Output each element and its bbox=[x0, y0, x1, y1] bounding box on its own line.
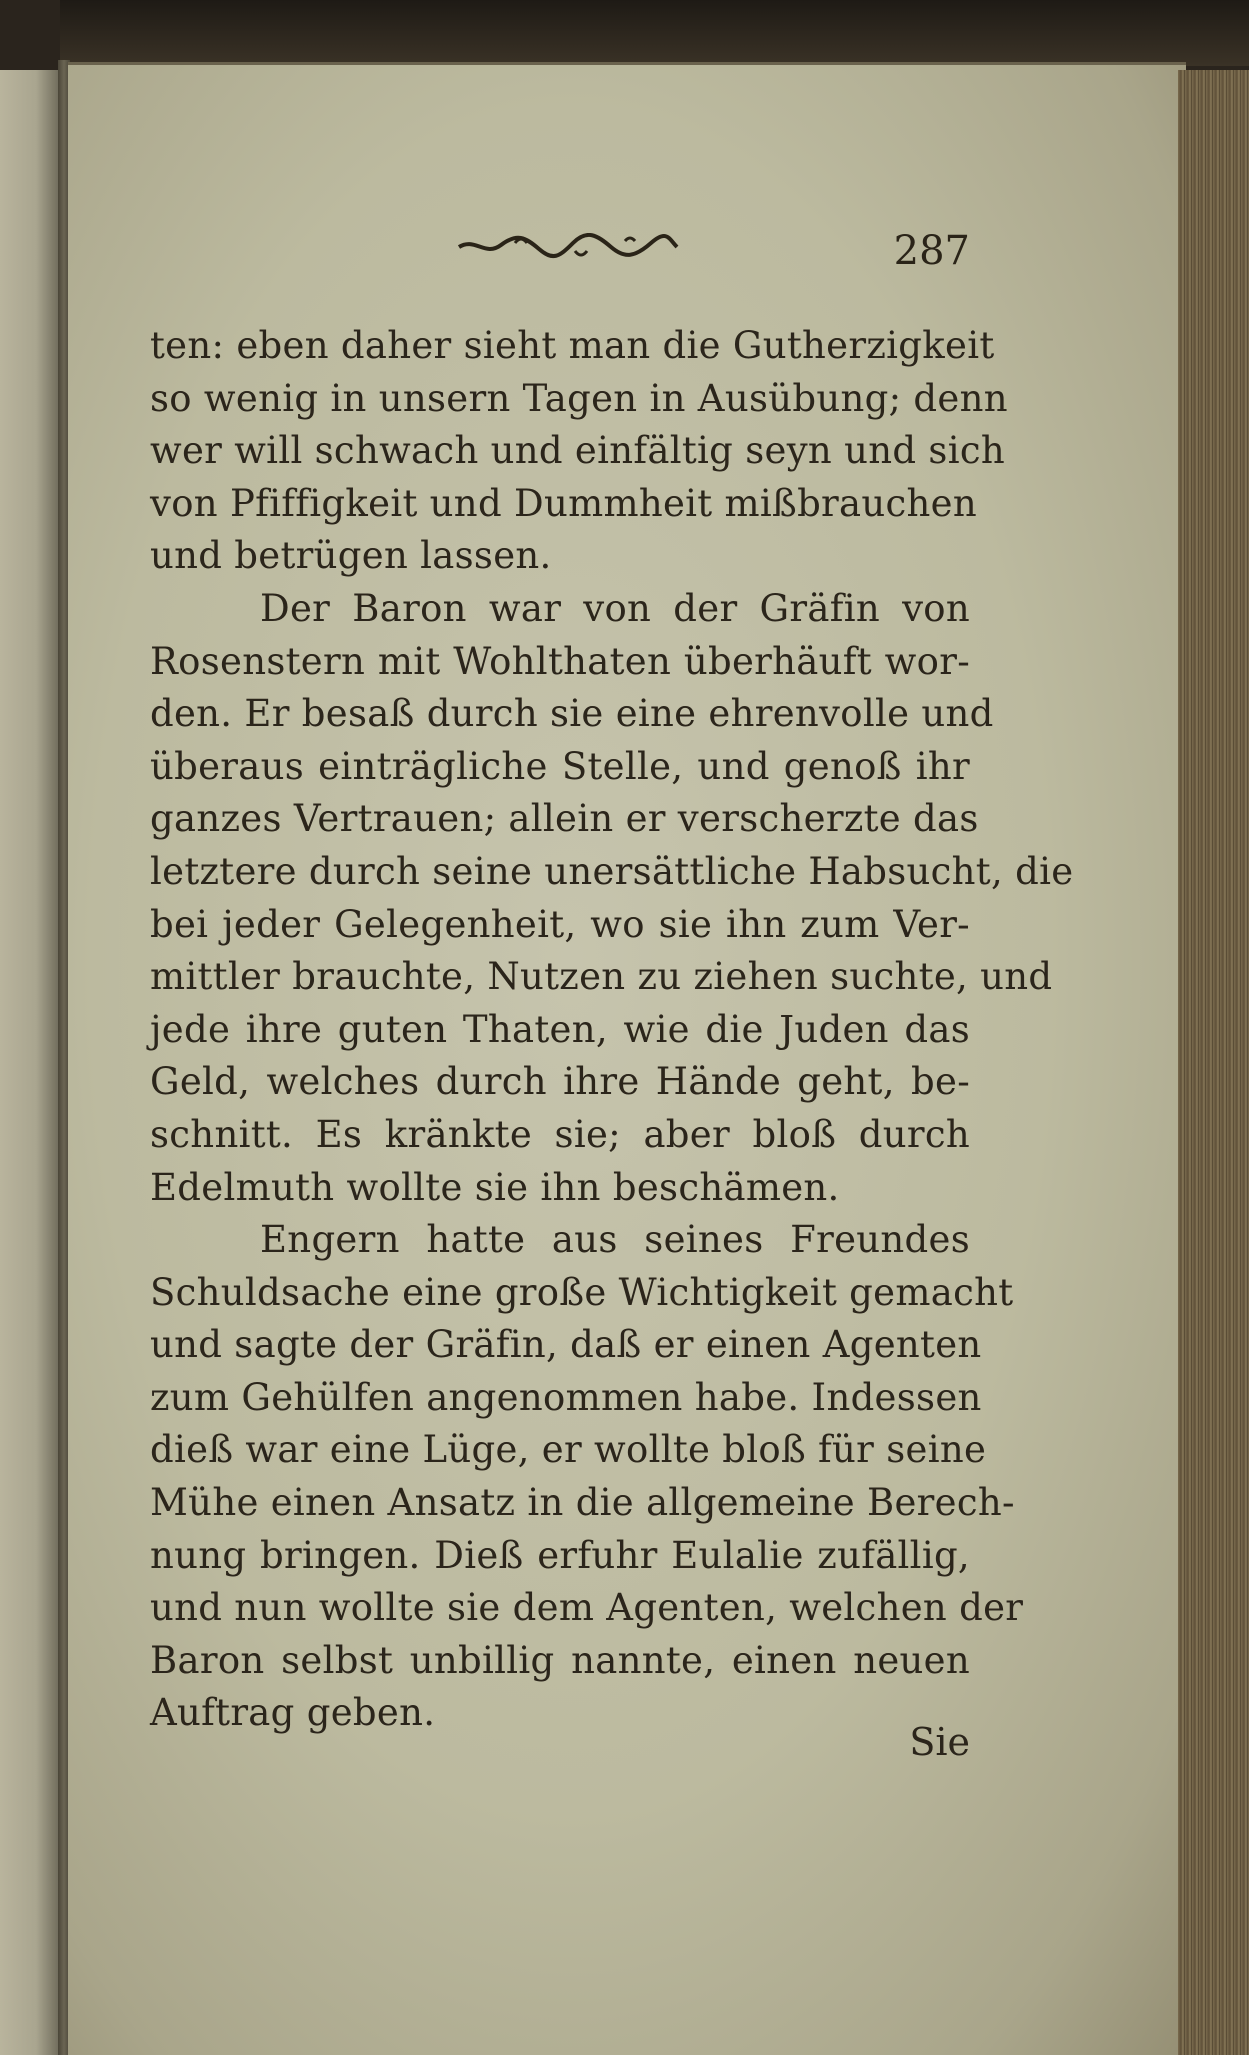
text-line: und betrügen lassen. bbox=[150, 534, 552, 578]
text-line: Mühe einen Ansatz in die allgemeine Berech- bbox=[150, 1481, 1015, 1525]
body-text bbox=[150, 320, 1074, 1740]
left-page-margin bbox=[0, 70, 60, 2055]
text-line: schnitt. Es kränkte sie; aber bloß durch bbox=[150, 1112, 970, 1156]
text-line: überaus einträgliche Stelle, und genoß ihr bbox=[150, 744, 970, 788]
catchword: Sie bbox=[909, 1720, 970, 1764]
text-line: Edelmuth wollte sie ihn beschämen. bbox=[150, 1165, 840, 1209]
text-line: Rosenstern mit Wohlthaten überhäuft wor- bbox=[150, 639, 970, 683]
page-number: 287 bbox=[893, 228, 970, 274]
text-line: und nun wollte sie dem Agenten, welchen der bbox=[150, 1586, 1024, 1630]
text-line: den. Er besaß durch sie eine ehrenvolle und bbox=[150, 692, 994, 736]
text-line: bei jeder Gelegenheit, wo sie ihn zum Ver- bbox=[150, 902, 970, 946]
text-line: Auftrag geben. bbox=[150, 1691, 436, 1735]
text-line: Engern hatte aus seines Freundes bbox=[260, 1218, 970, 1262]
text-line: wer will schwach und einfältig seyn und sich bbox=[150, 429, 1005, 473]
book-top-edge bbox=[60, 0, 1249, 66]
header-ornament bbox=[455, 233, 680, 259]
text-line: Der Baron war von der Gräfin von bbox=[260, 586, 970, 630]
text-line: mittler brauchte, Nutzen zu ziehen suchte, und bbox=[150, 955, 1053, 999]
text-line: so wenig in unsern Tagen in Ausübung; denn bbox=[150, 376, 1008, 420]
text-line: und sagte der Gräfin, daß er einen Agenten bbox=[150, 1323, 982, 1367]
text-line: Geld, welches durch ihre Hände geht, be- bbox=[150, 1060, 970, 1104]
text-line: ten: eben daher sieht man die Gutherzigkeit bbox=[150, 324, 995, 367]
text-line: ganzes Vertrauen; allein er verscherzte das bbox=[150, 797, 979, 841]
page-fore-edge bbox=[1178, 70, 1249, 2055]
text-line: jede ihre guten Thaten, wie die Juden das bbox=[150, 1007, 970, 1051]
text-line: letztere durch seine unersättliche Habsucht, die bbox=[150, 849, 1074, 893]
text-line: Baron selbst unbillig nannte, einen neuen bbox=[150, 1638, 970, 1682]
text-line: von Pfiffigkeit und Dummheit mißbrauchen bbox=[150, 481, 978, 525]
text-line: zum Gehülfen angenommen habe. Indessen bbox=[150, 1375, 982, 1419]
text-line: dieß war eine Lüge, er wollte bloß für seine bbox=[150, 1428, 987, 1472]
text-line: Schuldsache eine große Wichtigkeit gemacht bbox=[150, 1270, 1014, 1314]
text-line: nung bringen. Dieß erfuhr Eulalie zufällig, bbox=[150, 1533, 970, 1577]
